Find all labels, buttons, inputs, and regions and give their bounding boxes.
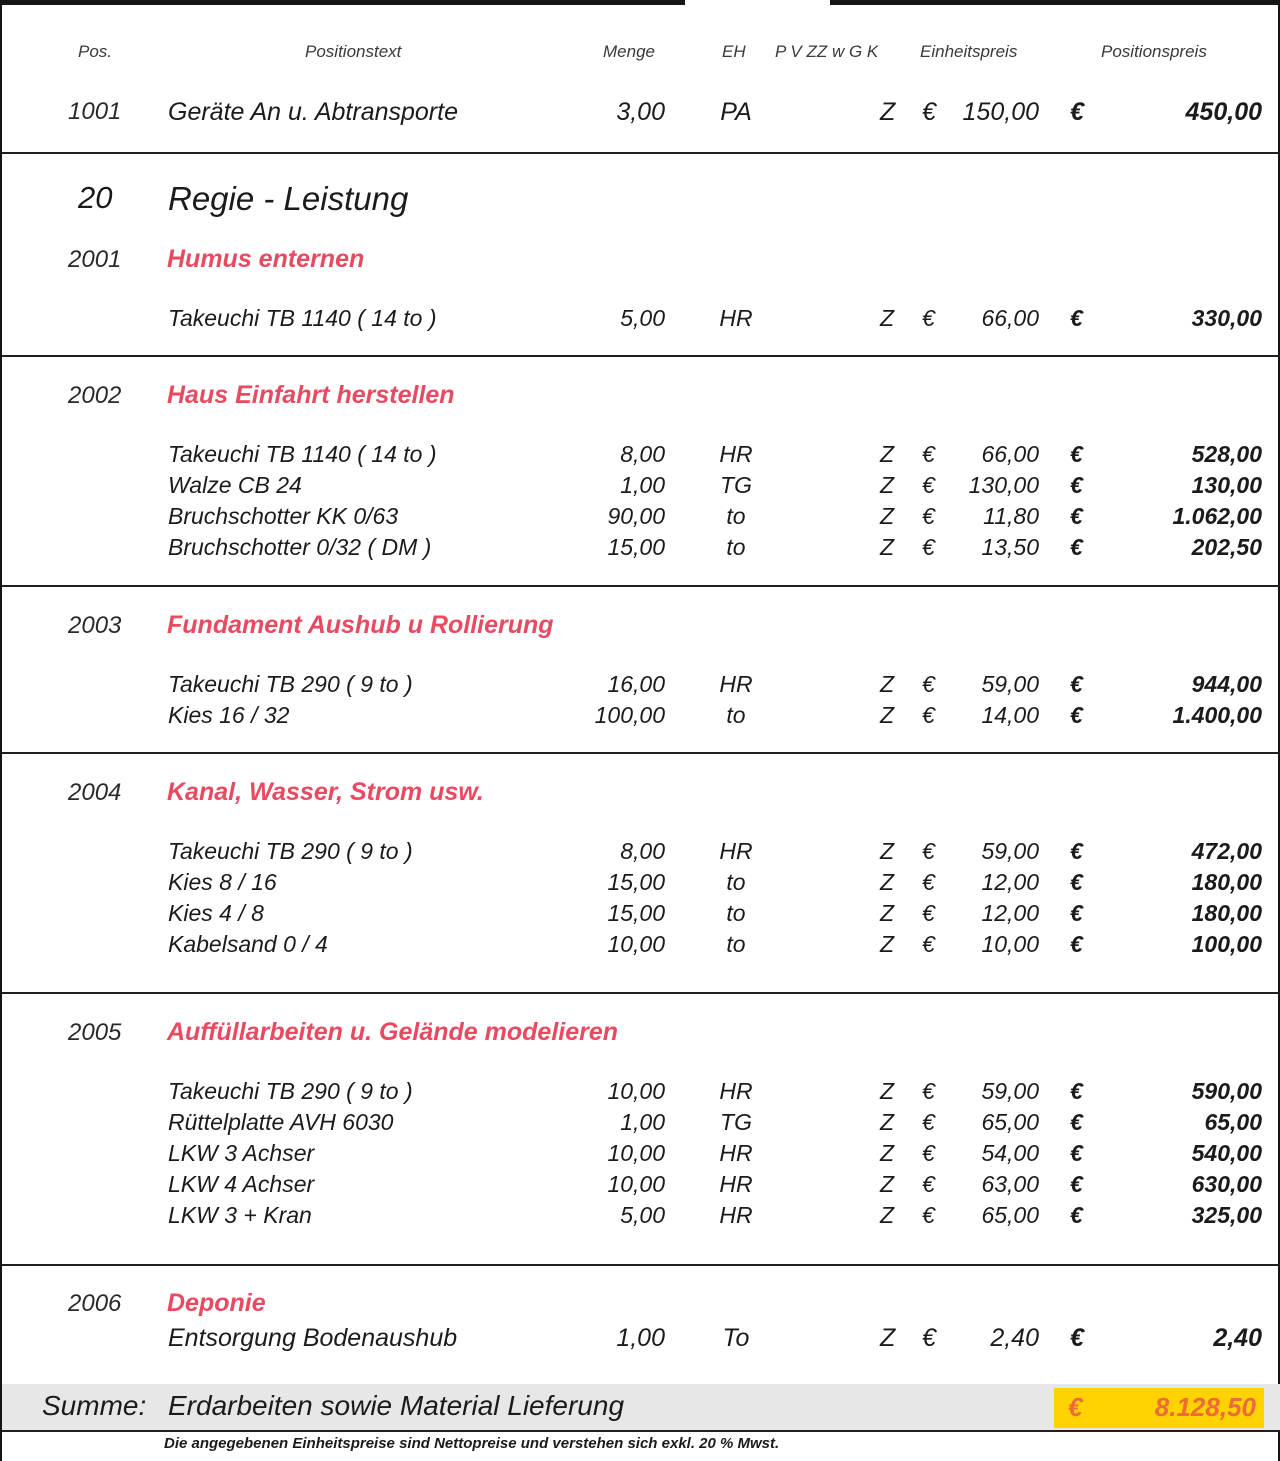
line-item-flag: Z (880, 869, 895, 895)
line-item-flag: Z (880, 1324, 896, 1352)
line-item-flag: Z (880, 503, 895, 529)
line-item-text: Takeuchi TB 1140 ( 14 to ) (168, 441, 437, 467)
currency-symbol: € (922, 98, 936, 126)
line-item (2, 699, 1280, 731)
currency-symbol: € (922, 534, 935, 560)
line-item-unit: to (726, 931, 746, 957)
line-item-text: Bruchschotter KK 0/63 (168, 503, 399, 529)
group-title: Regie - Leistung (168, 180, 409, 217)
currency-symbol: € (1070, 441, 1083, 467)
position-number: 2004 (68, 779, 122, 806)
currency-symbol: € (922, 1202, 935, 1228)
line-item-quantity: 5,00 (620, 305, 665, 331)
line-item-total: 325,00 (1191, 1202, 1262, 1228)
currency-symbol: € (1070, 1109, 1083, 1135)
line-item-unit: PA (720, 98, 752, 126)
line-item-flag: Z (880, 838, 895, 864)
summary-text: Erdarbeiten sowie Material Lieferung (168, 1390, 625, 1421)
line-item (2, 668, 1280, 700)
line-item-text: Bruchschotter 0/32 ( DM ) (168, 534, 432, 560)
line-item-flag: Z (880, 1171, 895, 1197)
currency-symbol: € (1068, 1392, 1083, 1422)
line-item-text: Kies 16 / 32 (168, 702, 290, 728)
currency-symbol: € (1070, 838, 1083, 864)
line-item-unit: HR (719, 838, 753, 864)
line-item-text: Kies 8 / 16 (168, 869, 277, 895)
group-number: 20 (78, 180, 113, 215)
header-positionspreis: Positionspreis (1101, 42, 1207, 61)
line-item-flag: Z (880, 472, 895, 498)
line-item-total: 590,00 (1191, 1078, 1262, 1104)
line-item-quantity: 15,00 (607, 534, 665, 560)
header-pos: Pos. (78, 42, 113, 61)
currency-symbol: € (922, 1171, 935, 1197)
line-item-total: 630,00 (1191, 1171, 1262, 1197)
line-item (2, 928, 1280, 960)
currency-symbol: € (922, 1078, 935, 1104)
currency-symbol: € (1070, 671, 1083, 697)
line-item-unit: TG (720, 472, 752, 498)
divider (2, 1430, 1280, 1432)
line-item-quantity: 3,00 (616, 98, 665, 126)
line-item (2, 438, 1280, 470)
position-number: 2003 (68, 612, 122, 639)
position-number: 2005 (68, 1019, 122, 1046)
divider (2, 585, 1280, 587)
line-item-quantity: 15,00 (607, 869, 665, 895)
line-item-unit-price: 54,00 (981, 1140, 1039, 1166)
line-item (2, 1199, 1280, 1231)
section-title: Haus Einfahrt herstellen (167, 381, 455, 409)
section-title: Kanal, Wasser, Strom usw. (167, 778, 484, 806)
line-item-unit-price: 65,00 (981, 1109, 1039, 1135)
line-item (2, 1106, 1280, 1138)
currency-symbol: € (1070, 1202, 1083, 1228)
line-item-unit: to (726, 534, 746, 560)
line-item (2, 1075, 1280, 1107)
line-item-unit-price: 2,40 (990, 1324, 1039, 1352)
line-item-text: Takeuchi TB 290 ( 9 to ) (168, 838, 413, 864)
line-item-quantity: 90,00 (607, 503, 665, 529)
line-item-unit: HR (719, 1202, 753, 1228)
currency-symbol: € (922, 1109, 935, 1135)
line-item-flag: Z (880, 931, 895, 957)
summary-label: Summe: (42, 1390, 147, 1421)
line-item-text: Walze CB 24 (168, 472, 302, 498)
line-item-unit: to (726, 900, 746, 926)
currency-symbol: € (922, 702, 935, 728)
line-item-total: 130,00 (1191, 472, 1262, 498)
section-title: Humus enternen (167, 245, 365, 273)
line-item-total: 65,00 (1204, 1109, 1262, 1135)
line-item-unit: HR (719, 671, 753, 697)
line-item-unit-price: 13,50 (981, 534, 1039, 560)
line-item-text: Takeuchi TB 290 ( 9 to ) (168, 1078, 413, 1104)
line-item-flag: Z (880, 702, 895, 728)
line-item-quantity: 15,00 (607, 900, 665, 926)
line-item-quantity: 5,00 (620, 1202, 665, 1228)
line-item-unit: HR (719, 1078, 753, 1104)
line-item-quantity: 100,00 (594, 702, 665, 728)
top-border (2, 0, 1280, 5)
line-item-text: Entsorgung Bodenaushub (168, 1324, 458, 1352)
currency-symbol: € (922, 931, 935, 957)
line-item-text: LKW 3 Achser (168, 1140, 315, 1166)
header-eh: EH (722, 42, 746, 61)
currency-symbol: € (1070, 305, 1083, 331)
line-item (2, 96, 1280, 128)
divider (2, 355, 1280, 357)
line-item-quantity: 10,00 (607, 1171, 665, 1197)
currency-symbol: € (1070, 534, 1083, 560)
section-title: Deponie (167, 1289, 266, 1317)
line-item-unit: to (726, 503, 746, 529)
line-item-total: 944,00 (1191, 671, 1262, 697)
line-item-quantity: 8,00 (620, 838, 665, 864)
line-item-total: 100,00 (1191, 931, 1262, 957)
currency-symbol: € (1070, 98, 1084, 126)
line-item-unit-price: 12,00 (981, 869, 1039, 895)
currency-symbol: € (922, 1140, 935, 1166)
line-item (2, 1137, 1280, 1169)
currency-symbol: € (1070, 931, 1083, 957)
line-item-flag: Z (880, 900, 895, 926)
line-item-unit: HR (719, 1140, 753, 1166)
line-item-unit: To (722, 1324, 750, 1352)
summary-total: 8.128,50 (1154, 1392, 1256, 1422)
line-item-quantity: 1,00 (616, 1324, 665, 1352)
line-item (2, 835, 1280, 867)
line-item-text: Kabelsand 0 / 4 (168, 931, 328, 957)
line-item-text: Kies 4 / 8 (168, 900, 264, 926)
line-item-unit-price: 11,80 (983, 503, 1039, 529)
section-title: Auffüllarbeiten u. Gelände modelieren (167, 1018, 619, 1046)
line-item-total: 180,00 (1191, 900, 1262, 926)
currency-symbol: € (922, 1324, 936, 1352)
line-item (2, 1322, 1280, 1354)
currency-symbol: € (1070, 869, 1083, 895)
line-item-unit-price: 65,00 (981, 1202, 1039, 1228)
line-item-text: LKW 3 + Kran (168, 1202, 312, 1228)
line-item-text: Geräte An u. Abtransporte (168, 98, 458, 126)
divider (2, 992, 1280, 994)
currency-symbol: € (1070, 503, 1083, 529)
line-item-total: 450,00 (1185, 98, 1262, 126)
line-item-unit-price: 130,00 (968, 472, 1039, 498)
footnote: Die angegebenen Einheitspreise sind Nettopreise und verstehen sich exkl. 20 % Mwst. (164, 1435, 780, 1452)
position-number: 2001 (68, 246, 122, 273)
line-item-quantity: 10,00 (607, 1078, 665, 1104)
line-item-total: 540,00 (1191, 1140, 1262, 1166)
currency-symbol: € (922, 869, 935, 895)
line-item-unit-price: 66,00 (981, 441, 1039, 467)
line-item-unit-price: 59,00 (981, 1078, 1039, 1104)
line-item-unit-price: 59,00 (981, 671, 1039, 697)
line-item (2, 500, 1280, 532)
currency-symbol: € (1070, 1324, 1084, 1352)
line-item-unit: HR (719, 441, 753, 467)
line-item (2, 897, 1280, 929)
currency-symbol: € (922, 305, 935, 331)
line-item-flag: Z (880, 441, 895, 467)
line-item-total: 528,00 (1191, 441, 1262, 467)
line-item-unit-price: 66,00 (981, 305, 1039, 331)
line-item-flag: Z (880, 1202, 895, 1228)
line-item-unit: HR (719, 1171, 753, 1197)
line-item-total: 472,00 (1191, 838, 1262, 864)
section-title: Fundament Aushub u Rollierung (167, 611, 554, 639)
line-item-quantity: 1,00 (620, 1109, 665, 1135)
line-item-unit-price: 59,00 (981, 838, 1039, 864)
line-item (2, 302, 1280, 334)
line-item-flag: Z (880, 305, 895, 331)
currency-symbol: € (922, 671, 935, 697)
line-item-total: 330,00 (1191, 305, 1262, 331)
line-item-unit-price: 10,00 (981, 931, 1039, 957)
line-item-unit: to (726, 869, 746, 895)
line-item-total: 180,00 (1191, 869, 1262, 895)
header-flags: P V ZZ w G K (775, 42, 879, 61)
line-item-quantity: 16,00 (607, 671, 665, 697)
line-item (2, 866, 1280, 898)
position-number: 2006 (68, 1290, 122, 1317)
line-item-text: Takeuchi TB 1140 ( 14 to ) (168, 305, 437, 331)
currency-symbol: € (922, 503, 935, 529)
currency-symbol: € (1070, 702, 1083, 728)
currency-symbol: € (1070, 1171, 1083, 1197)
currency-symbol: € (1070, 1140, 1083, 1166)
line-item-flag: Z (880, 1140, 895, 1166)
line-item-total: 1.062,00 (1172, 503, 1262, 529)
currency-symbol: € (922, 838, 935, 864)
line-item-total: 1.400,00 (1172, 702, 1262, 728)
line-item-total: 2,40 (1213, 1324, 1262, 1352)
divider (2, 152, 1280, 154)
line-item-unit: to (726, 702, 746, 728)
line-item-flag: Z (880, 1078, 895, 1104)
header-menge: Menge (603, 42, 655, 61)
divider (2, 1264, 1280, 1266)
currency-symbol: € (1070, 1078, 1083, 1104)
header-einheitspreis: Einheitspreis (920, 42, 1018, 61)
line-item-quantity: 10,00 (607, 931, 665, 957)
line-item-text: LKW 4 Achser (168, 1171, 315, 1197)
line-item-flag: Z (880, 1109, 895, 1135)
currency-symbol: € (922, 472, 935, 498)
line-item-text: Takeuchi TB 290 ( 9 to ) (168, 671, 413, 697)
line-item-quantity: 1,00 (620, 472, 665, 498)
currency-symbol: € (1070, 900, 1083, 926)
position-number: 2002 (68, 382, 122, 409)
line-item-flag: Z (880, 98, 896, 126)
line-item-text: Rüttelplatte AVH 6030 (168, 1109, 394, 1135)
position-number: 1001 (68, 98, 122, 125)
line-item-quantity: 8,00 (620, 441, 665, 467)
line-item (2, 531, 1280, 563)
line-item-total: 202,50 (1191, 534, 1262, 560)
line-item (2, 1168, 1280, 1200)
currency-symbol: € (922, 441, 935, 467)
line-item-unit-price: 63,00 (981, 1171, 1039, 1197)
line-item-unit-price: 12,00 (981, 900, 1039, 926)
line-item-quantity: 10,00 (607, 1140, 665, 1166)
line-item-unit-price: 14,00 (981, 702, 1039, 728)
line-item-unit: HR (719, 305, 753, 331)
line-item (2, 469, 1280, 501)
line-item-unit-price: 150,00 (962, 98, 1039, 126)
currency-symbol: € (1070, 472, 1083, 498)
header-positionstext: Positionstext (305, 42, 402, 61)
line-item-flag: Z (880, 671, 895, 697)
line-item-unit: TG (720, 1109, 752, 1135)
line-item-flag: Z (880, 534, 895, 560)
currency-symbol: € (922, 900, 935, 926)
divider (2, 752, 1280, 754)
